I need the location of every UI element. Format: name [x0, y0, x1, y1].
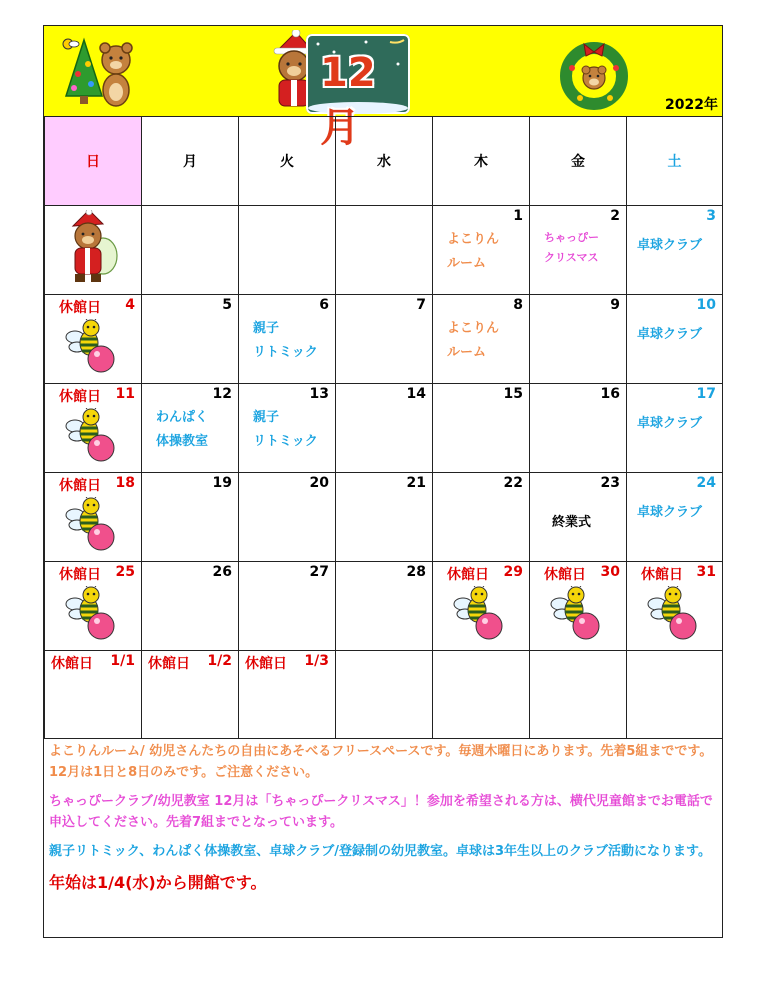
day-cell [239, 651, 336, 739]
bee-illustration [451, 586, 507, 646]
closed-label: 休館日 [51, 656, 93, 672]
day-cell [45, 295, 142, 384]
event-label: よこりん ルーム [447, 321, 500, 360]
month-label: 12月 [320, 50, 376, 151]
calendar-table [44, 116, 723, 739]
day-number: 23 [600, 475, 620, 491]
day-cell [336, 384, 433, 473]
day-cell [142, 473, 239, 562]
day-cell [45, 206, 142, 295]
note-chappy: ちゃっぴークラブ/幼児教室 12月は「ちゃっぴークリスマス」！参加を希望される方は、横代児童館までお電話で申込してください。先着7組までとなっています。 [49, 794, 713, 830]
day-number: 4 [125, 297, 135, 313]
day-number: 16 [600, 386, 620, 402]
calendar-week-row [45, 562, 723, 651]
day-cell [433, 562, 530, 651]
day-cell [142, 562, 239, 651]
closed-label: 休館日 [641, 567, 683, 583]
day-cell [336, 206, 433, 295]
event-label: 卓球クラブ [637, 327, 703, 342]
day-cell [530, 384, 627, 473]
day-cell [142, 206, 239, 295]
day-cell [45, 562, 142, 651]
day-cell [433, 473, 530, 562]
event-label: 卓球クラブ [637, 238, 703, 253]
weekday-sun: 日 [45, 117, 142, 206]
day-number: 1 [513, 208, 523, 224]
event-label: 親子 リトミック [253, 321, 318, 360]
day-cell [627, 295, 723, 384]
day-cell [530, 206, 627, 295]
day-number: 5 [222, 297, 232, 313]
day-cell [530, 651, 627, 739]
day-cell [433, 295, 530, 384]
day-cell [433, 206, 530, 295]
day-cell [530, 295, 627, 384]
bee-illustration [63, 586, 119, 646]
closed-label: 休館日 [59, 389, 101, 405]
bee-illustration [548, 586, 604, 646]
bee-illustration [645, 586, 701, 646]
day-cell [239, 206, 336, 295]
day-cell [336, 562, 433, 651]
day-number: 1/1 [110, 653, 135, 669]
event-label: 卓球クラブ [637, 505, 703, 520]
day-number: 14 [406, 386, 426, 402]
day-cell [336, 651, 433, 739]
event-label: わんぱく 体操教室 [156, 410, 209, 449]
santa-bear-icon [63, 210, 119, 290]
day-number: 28 [406, 564, 426, 580]
calendar-week-row [45, 206, 723, 295]
wreath-illustration [556, 32, 634, 112]
day-number: 11 [115, 386, 135, 402]
day-cell [627, 651, 723, 739]
calendar-grid [44, 116, 722, 739]
day-cell [433, 651, 530, 739]
day-number: 15 [503, 386, 523, 402]
event-label: 終業式 [552, 515, 592, 530]
day-number: 20 [309, 475, 329, 491]
day-number: 29 [503, 564, 523, 580]
tree-bear-illustration [58, 34, 138, 110]
day-cell [45, 384, 142, 473]
closed-label: 休館日 [59, 478, 101, 494]
day-cell [627, 473, 723, 562]
day-cell [530, 562, 627, 651]
closed-label: 休館日 [245, 656, 287, 672]
day-number: 12 [212, 386, 232, 402]
day-number: 13 [309, 386, 329, 402]
day-cell [239, 384, 336, 473]
day-number: 10 [696, 297, 716, 313]
day-number: 30 [600, 564, 620, 580]
day-number: 27 [309, 564, 329, 580]
day-number: 18 [115, 475, 135, 491]
day-number: 1/3 [304, 653, 329, 669]
day-cell [627, 206, 723, 295]
day-number: 25 [115, 564, 135, 580]
day-cell [627, 562, 723, 651]
calendar-week-row [45, 473, 723, 562]
event-label: よこりん ルーム [447, 232, 500, 271]
calendar-week-row [45, 384, 723, 473]
weekday-mon: 月 [142, 117, 239, 206]
month-plate [306, 34, 410, 151]
weekday-wed: 水 [336, 117, 433, 206]
day-number: 6 [319, 297, 329, 313]
calendar-week-row [45, 651, 723, 739]
day-number: 21 [406, 475, 426, 491]
weekday-thu: 木 [433, 117, 530, 206]
day-number: 26 [212, 564, 232, 580]
day-number: 8 [513, 297, 523, 313]
event-label: 親子 リトミック [253, 410, 318, 449]
day-cell [45, 651, 142, 739]
day-number: 9 [610, 297, 620, 313]
weekday-header-row [45, 117, 723, 206]
year-label: 2022年 [665, 97, 718, 113]
day-cell [336, 473, 433, 562]
weekday-tue: 火 [239, 117, 336, 206]
day-number: 22 [503, 475, 523, 491]
event-label: ちゃっぴー クリスマス [544, 231, 599, 264]
day-cell [142, 295, 239, 384]
day-cell [336, 295, 433, 384]
event-label: 卓球クラブ [637, 416, 703, 431]
bee-illustration [63, 497, 119, 557]
day-number: 7 [416, 297, 426, 313]
day-cell [142, 651, 239, 739]
closed-label: 休館日 [59, 300, 101, 316]
notes-section [44, 738, 722, 893]
day-number: 1/2 [207, 653, 232, 669]
day-cell [45, 473, 142, 562]
day-number: 31 [696, 564, 716, 580]
weekday-sat: 土 [627, 117, 723, 206]
header-banner [44, 26, 722, 151]
weekday-fri: 金 [530, 117, 627, 206]
closed-label: 休館日 [447, 567, 489, 583]
day-number: 3 [706, 208, 716, 224]
bee-illustration [63, 408, 119, 468]
day-cell [627, 384, 723, 473]
day-cell [142, 384, 239, 473]
day-number: 17 [696, 386, 716, 402]
closed-label: 休館日 [544, 567, 586, 583]
day-number: 19 [212, 475, 232, 491]
closed-label: 休館日 [59, 567, 101, 583]
calendar-sheet [43, 25, 723, 938]
closed-label: 休館日 [148, 656, 190, 672]
day-number: 24 [696, 475, 716, 491]
bee-illustration [63, 319, 119, 379]
day-cell [239, 295, 336, 384]
calendar-week-row [45, 295, 723, 384]
note-yokorin: よこりんルーム/ 幼児さんたちの自由にあそべるフリースペースです。毎週木曜日にあります。先着5組までです。12月は1日と8日のみです。ご注意ください。 [49, 744, 713, 780]
note-classes: 親子リトミック、わんぱく体操教室、卓球クラブ/登録制の幼児教室。卓球は3年生以上のクラブ活動になります。 [49, 844, 711, 859]
day-number: 2 [610, 208, 620, 224]
day-cell [239, 562, 336, 651]
day-cell [433, 384, 530, 473]
day-cell [239, 473, 336, 562]
day-cell [530, 473, 627, 562]
note-new-year: 年始は1/4(水)から開館です。 [49, 873, 267, 892]
